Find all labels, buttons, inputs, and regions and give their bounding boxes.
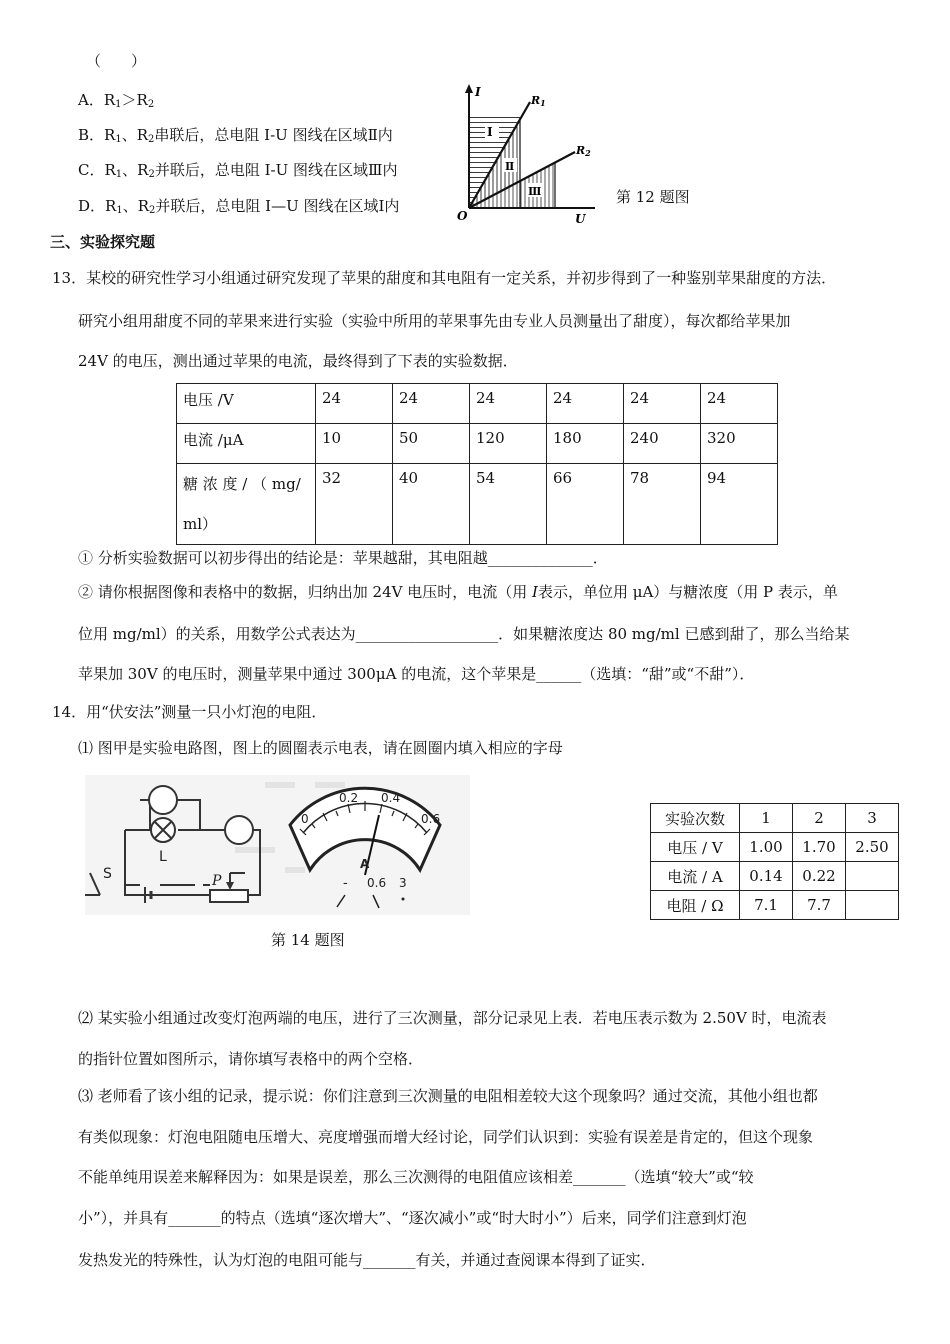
axis-x-label: U	[575, 212, 586, 225]
table-row: 电流 /μA 10 50 120 180 240 320	[177, 424, 778, 464]
q12-option-d: D．$R_1$、$R_2$并联后，总电阻 I—U 图线在区域Ⅰ内	[78, 197, 400, 216]
r2-label: R2	[576, 144, 591, 158]
sugar-header: 糖 浓 度 / （ mg/ ml）	[177, 464, 316, 545]
q14-part-2-line-2: 的指针位置如图所示，请你填写表格中的两个空格．	[78, 1050, 424, 1068]
q13-sub-2-line-2: 位用 mg/ml）的关系，用数学公式表达为___________________．如果糖浓度达 80 mg/ml 已感到甜了，那么当给某	[78, 625, 850, 643]
tick-label: 0.2	[339, 791, 359, 805]
q12-stem-tail: （ ）	[86, 52, 147, 70]
rheostat-label: P	[212, 873, 222, 889]
table-row: 糖 浓 度 / （ mg/ ml） 32 40 54 66 78 94	[177, 464, 778, 545]
region-3-label: Ⅲ	[528, 185, 542, 198]
q13-line-3: 24V 的电压，测出通过苹果的电流，最终得到了下表的实验数据．	[78, 352, 518, 370]
section-3-title: 三、实验探究题	[50, 233, 156, 251]
table-row: 电压 /V 24 24 24 24 24 24	[177, 384, 778, 424]
q12-figure-caption: 第 12 题图	[616, 188, 690, 206]
q12-option-c: C．$R_1$、$R_2$并联后，总电阻 I-U 图线在区域Ⅲ内	[78, 161, 398, 180]
q13-sub-1: ① 分析实验数据可以初步得出的结论是：苹果越甜，其电阻越______________．	[78, 549, 608, 567]
q14-measurement-table	[650, 803, 899, 920]
q14-part-3-line-3: 不能单纯用误差来解释因为：如果是误差，那么三次测得的电阻值应该相差_______（选填“较大”或“较	[78, 1168, 754, 1186]
q14-title: 14．用“伏安法”测量一只小灯泡的电阻．	[52, 703, 327, 721]
q14-part-3-line-2: 有类似现象：灯泡电阻随电压增大、亮度增强而增大经讨论，同学们认识到：实验有误差是肯定的，但这个现象	[78, 1128, 814, 1146]
region-2-label: Ⅱ	[505, 160, 515, 173]
blank-current-cell	[846, 862, 899, 891]
q14-part-3-line-4: 小”），并具有_______的特点（选填“逐次增大”、“逐次减小”或“时大时小”）后来，同学们注意到灯泡	[78, 1209, 747, 1227]
voltage-header: 电压 /V	[177, 384, 316, 424]
q14-part-3-line-5: 发热发光的特殊性，认为灯泡的电阻可能与_______有关，并通过查阅课本得到了证实．	[78, 1251, 656, 1269]
lamp-label: L	[159, 849, 167, 865]
current-header: 电流 /μA	[177, 424, 316, 464]
q13-sub-2-line-1: ② 请你根据图像和表格中的数据，归纳出加 24V 电压时，电流（用 I表示，单位用 μA）与糖浓度（用 P 表示，单	[78, 583, 838, 601]
tick-label: 0.6	[421, 812, 441, 826]
circuit-ammeter-figure	[85, 775, 470, 915]
origin-label: O	[457, 209, 468, 223]
table-row: 电压 / V 1.00 1.70 2.50	[651, 833, 899, 862]
switch-label: S	[103, 866, 112, 882]
ammeter-unit: A	[360, 857, 370, 871]
q12-option-a: A．$R_1>R_2$	[78, 91, 155, 110]
q14-part-2-line-1: ⑵ 某实验小组通过改变灯泡两端的电压，进行了三次测量，部分记录见上表．若电压表示数为 2.50V 时，电流表	[78, 1009, 827, 1027]
q12-option-b: B．$R_1$、$R_2$串联后，总电阻 I-U 图线在区域Ⅱ内	[78, 126, 393, 145]
terminal-label: -	[343, 876, 348, 891]
q13-sub-2-line-3: 苹果加 30V 的电压时，测量苹果中通过 300μA 的电流，这个苹果是______（选填：“甜”或“不甜”）．	[78, 665, 755, 683]
table-row: 实验次数 1 2 3	[651, 804, 899, 833]
rheostat-symbol	[210, 890, 248, 902]
axis-y-label: I	[475, 85, 481, 99]
tick-label: 0	[301, 812, 309, 826]
terminal-label: 3	[399, 876, 407, 890]
table-row: 电流 / A 0.14 0.22	[651, 862, 899, 891]
tick-label: 0.4	[381, 791, 401, 805]
q14-figure-caption: 第 14 题图	[271, 931, 345, 949]
q13-data-table	[176, 383, 778, 545]
table-row: 电阻 / Ω 7.1 7.7	[651, 891, 899, 920]
iu-graph-figure	[455, 80, 605, 225]
terminal-label: 0.6	[367, 876, 387, 890]
voltmeter-circle	[149, 786, 177, 814]
blank-resistance-cell	[846, 891, 899, 920]
r1-label: R1	[531, 94, 546, 108]
q13-line-2: 研究小组用甜度不同的苹果来进行实验（实验中所用的苹果事先由专业人员测量出了甜度），每次都给苹果加	[78, 312, 791, 330]
q14-part-1: ⑴ 图甲是实验电路图，图上的圆圈表示电表，请在圆圈内填入相应的字母	[78, 739, 563, 757]
q13-line-1: 13．某校的研究性学习小组通过研究发现了苹果的甜度和其电阻有一定关系，并初步得到了一种鉴别苹果甜度的方法．	[52, 269, 837, 287]
ammeter-circle	[225, 816, 253, 844]
region-1-label: Ⅰ	[487, 125, 493, 139]
q14-part-3-line-1: ⑶ 老师看了该小组的记录，提示说：你们注意到三次测量的电阻相差较大这个现象吗？通过交流，其他小组也都	[78, 1087, 818, 1105]
